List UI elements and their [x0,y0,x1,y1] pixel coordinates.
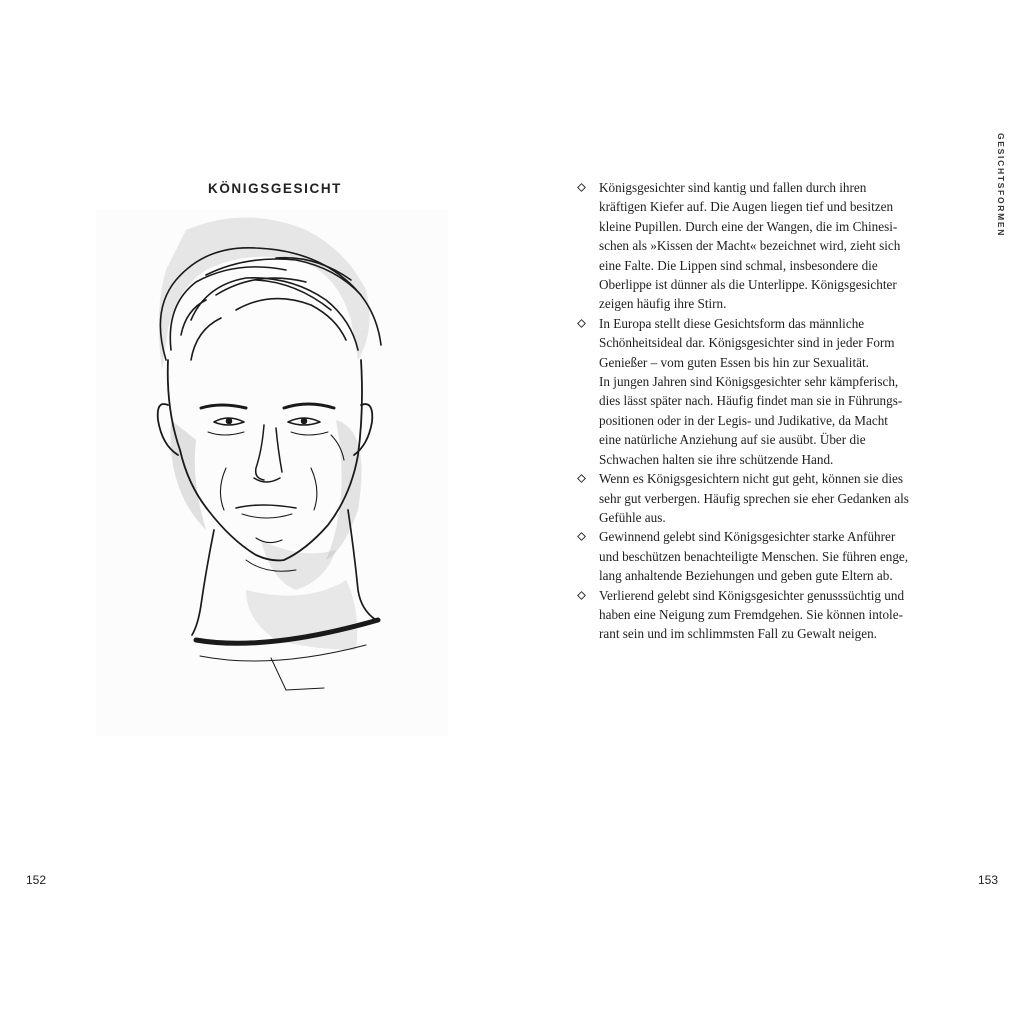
text-line: Gefühle aus. [599,509,666,525]
text-line: eine Falte. Die Lippen sind schmal, insbesondere die [599,257,878,273]
page-number-right: 153 [977,873,998,887]
portrait-illustration [96,210,448,736]
text-line: Schönheitsideal dar. Königsgesichter sind in jeder Form [599,335,895,351]
text-line: eine natürliche Anziehung auf sie ausübt. Über die [599,432,866,448]
text-line: Oberlippe ist dünner als die Unterlippe. Königsgesichter [599,277,897,293]
text-line: Wenn es Königsgesichtern nicht gut geht, können sie dies [599,471,904,487]
text-line: In jungen Jahren sind Königsgesichter sehr kämpferisch, [599,374,899,390]
text-line: dies lässt später nach. Häufig findet man sie in Führungs- [599,393,903,409]
text-line: positionen oder in der Legis- und Judikative, da Macht [599,412,888,428]
text-line: kleine Pupillen. Durch eine der Wangen, die im Chinesi- [599,218,898,234]
text-line: und beschützen benachteiligte Menschen. Sie führen enge, [599,548,909,564]
diamond-bullet-icon [577,532,586,541]
diamond-bullet-icon [577,183,586,192]
bullet-item [575,178,925,314]
text-line: In Europa stellt diese Gesichtsform das männliche [599,315,865,331]
bullet-item [575,527,925,585]
bullet-list [575,178,925,644]
bullet-item [575,586,925,644]
text-line: kräftigen Kiefer auf. Die Augen liegen tief und besitzen [599,199,894,215]
text-line: schen als »Kissen der Macht« bezeichnet wird, zieht sich [599,238,901,254]
bullet-item [575,314,925,469]
section-heading: KÖNIGSGESICHT [207,181,343,196]
text-line: zeigen häufig ihre Stirn. [599,296,727,312]
running-head: GESICHTSFORMEN [996,133,1006,238]
bullet-item [575,469,925,527]
text-line: Gewinnend gelebt sind Königsgesichter starke Anführer [599,529,896,545]
page-number-left: 152 [26,873,47,887]
diamond-bullet-icon [577,474,586,483]
diamond-bullet-icon [577,319,586,328]
text-line: rant sein und im schlimmsten Fall zu Gewalt neigen. [599,626,877,642]
text-line: Königsgesichter sind kantig und fallen durch ihren [599,180,867,195]
text-line: lang anhaltende Beziehungen und geben gute Eltern ab. [599,568,893,584]
text-line: Schwachen halten sie ihre schützende Hand. [599,451,834,467]
text-line: sehr gut verbergen. Häufig sprechen sie eher Gedanken als [599,490,909,506]
diamond-bullet-icon [577,591,586,600]
watercolor-wash [96,210,448,736]
text-line: Verlierend gelebt sind Königsgesichter genusssüchtig und [599,587,905,603]
text-line: haben eine Neigung zum Fremdgehen. Sie können intole- [599,606,903,622]
text-line: Genießer – vom guten Essen bis hin zur Sexualität. [599,354,869,370]
